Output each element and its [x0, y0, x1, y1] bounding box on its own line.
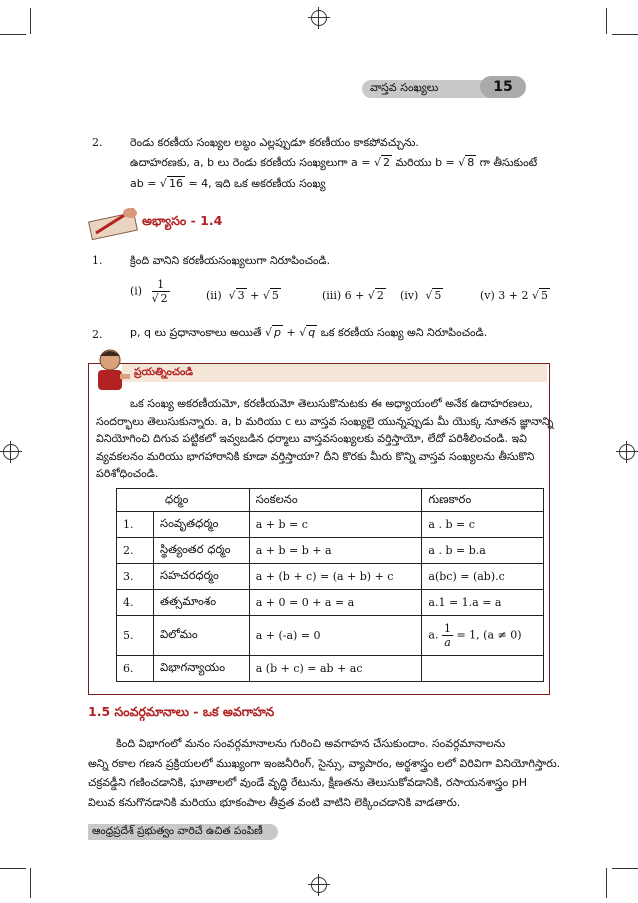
multiplication-cell	[422, 616, 544, 656]
fraction-numerator: 1	[152, 278, 170, 292]
sqrt-value: 2	[382, 156, 390, 169]
property-name: తత్సమాంశం	[154, 590, 250, 616]
paragraph-line: ఒక సంఖ్య అకరణీయమో, కరణీయమో తెలుసుకొనుటకు ఈ అధ్యాయంలో అనేక ఉదాహరణలు,	[130, 397, 533, 410]
think-paragraph	[96, 395, 554, 483]
section-number: 1.5	[88, 704, 111, 719]
sqrt-value: 5	[271, 289, 279, 302]
think-box-label: ప్రయత్నించండి	[134, 366, 194, 378]
sqrt-value: 5	[541, 289, 549, 302]
paragraph-line: కింది విభాగంలో మనం సంవర్గమానాలను గురించి అవగాహన చేసుకుందాం. సంవర్గమానాలను	[116, 737, 506, 750]
sqrt-value: 2	[160, 292, 168, 305]
q1-part-ii: (ii) √ 3 + √ 5	[206, 289, 279, 302]
properties-table	[116, 488, 544, 682]
row-number: 4.	[117, 590, 154, 616]
q1-part-i	[130, 278, 170, 305]
question-number: 1.	[92, 254, 103, 267]
header-title: వాస్తవ సంఖ్యలు	[370, 81, 439, 94]
sqrt-value: p	[274, 326, 282, 339]
sqrt-value: 3	[237, 289, 245, 302]
addition-cell: a + b = c	[249, 512, 422, 538]
property-name: స్థిత్యంతర ధర్మం	[154, 538, 250, 564]
paragraph-line: పరిశోధించండి.	[96, 467, 159, 480]
property-name: విభాగన్యాయం	[154, 656, 250, 682]
part-label: (ii)	[206, 289, 222, 302]
section-title: సంవర్గమానాలు - ఒక అవగాహన	[114, 704, 275, 719]
table-row	[117, 538, 544, 564]
question-text: క్రింది వానిని కరణీయసంఖ్యలుగా నిరూపించండి.	[130, 254, 331, 267]
pencil-hand-icon	[86, 203, 142, 243]
paragraph-line: వ్యవకలనం మరియు భాగహారానికి కూడా వర్తిస్తాయా? దీని కొరకు మీరు కొన్ని వాస్తవ సంఖ్యలను తీసుకొని	[96, 449, 535, 463]
multiplication-cell: a . b = b.a	[422, 538, 544, 564]
fraction-denominator: √ 2	[151, 292, 168, 305]
sqrt-value: 5	[434, 289, 442, 302]
column-header: సంకలనం	[249, 489, 422, 512]
row-number: 3.	[117, 564, 154, 590]
paragraph-line: సందర్భాలు తెలుసుకున్నారు. a, b మరియు c లు వాస్తవ సంఖ్యలై యున్నప్పుడు మీ యొక్క నూతన జ్ఞానాన్ని	[96, 414, 554, 428]
text-span: = 1, (a ≠ 0)	[456, 628, 522, 642]
operator: +	[250, 289, 260, 302]
multiplication-cell: a.1 = 1.a = a	[422, 590, 544, 616]
fraction-denominator: a	[444, 636, 451, 649]
property-name: సహచరధర్మం	[154, 564, 250, 590]
multiplication-cell: a(bc) = (ab).c	[422, 564, 544, 590]
crop-mark	[606, 868, 607, 898]
addition-cell: a + (b + c) = (a + b) + c	[249, 564, 422, 590]
column-header: ధర్మం	[117, 489, 250, 512]
paragraph-line: చక్రవడ్డీని గణించడానికి, ఘాతాలలో వుండే వృద్ధి రేటును, క్షీణతను తెలుసుకోవడానికి, రసాయనశాస్త్రం pH	[88, 776, 527, 789]
text-span: a.	[428, 628, 439, 642]
page-number: 15	[480, 76, 526, 98]
fraction	[442, 622, 453, 649]
text-span: p, q లు ప్రధానాంకాలు అయితే	[130, 326, 262, 339]
q1-part-v: (v) 3 + 2 √ 5	[480, 289, 549, 302]
table-header-row	[117, 489, 544, 512]
addition-cell: a + (-a) = 0	[249, 616, 422, 656]
sqrt-value: 8	[467, 156, 475, 169]
q1-part-iii: (iii) 6 + √ 2	[322, 289, 384, 302]
item-text: రెండు కరణీయ సంఖ్యల లబ్ధం ఎల్లప్పుడూ కరణీయం కాకపోవచ్చును.	[130, 136, 419, 149]
item-text: ఉదాహరణకు, a, b లు రెండు కరణీయ సంఖ్యలుగా a = √ 2 మరియు b = √ 8 గా తీసుకుంటే	[130, 156, 538, 169]
property-name: విలోమం	[154, 616, 250, 656]
table-row	[117, 616, 544, 656]
section-paragraph	[88, 734, 561, 812]
registration-mark-icon	[311, 877, 327, 893]
table-row	[117, 656, 544, 682]
fraction	[152, 278, 170, 305]
crop-mark	[606, 8, 607, 34]
crop-mark	[612, 868, 638, 869]
addition-cell: a + 0 = 0 + a = a	[249, 590, 422, 616]
addition-cell: a + b = b + a	[249, 538, 422, 564]
multiplication-cell: a . b = c	[422, 512, 544, 538]
part-label: (iv)	[400, 289, 419, 302]
sqrt-value: 16	[168, 177, 183, 190]
row-number: 5.	[117, 616, 154, 656]
part-label: (iii) 6 +	[322, 289, 365, 302]
exercise-title: అభ్యాసం - 1.4	[142, 213, 223, 228]
item-number: 2.	[92, 136, 103, 149]
crop-mark	[30, 868, 31, 898]
table-row	[117, 512, 544, 538]
item-text: ab = √ 16 = 4, ఇది ఒక అకరణీయ సంఖ్య	[130, 177, 326, 190]
registration-mark-icon	[3, 444, 19, 460]
row-number: 6.	[117, 656, 154, 682]
sqrt-value: 2	[376, 289, 384, 302]
operator: +	[286, 326, 296, 339]
row-number: 2.	[117, 538, 154, 564]
paragraph-line: అన్ని రకాల గణన ప్రక్రియలలో ముఖ్యంగా ఇంజనీరింగ్, సైన్సు, వ్యాపారం, అర్థశాస్త్రం లలో విరివిగా వినియోగిస్తారు.	[88, 756, 561, 770]
footer-text: ఆంధ్రప్రదేశ్ ప్రభుత్వం వారిచే ఉచిత పంపిణీ	[92, 825, 263, 837]
section-heading	[88, 704, 274, 723]
text-span: ab =	[130, 177, 157, 190]
crop-mark	[0, 34, 26, 35]
multiplication-cell	[422, 656, 544, 682]
addition-cell: a (b + c) = ab + ac	[249, 656, 422, 682]
crop-mark	[30, 8, 31, 34]
thinking-boy-icon	[90, 346, 132, 394]
paragraph-line: వినియోగించి దిగువ పట్టికలో ఇవ్వబడిన ధర్మాలు వాస్తవసంఖ్యలకు వర్తిస్తాయో, లేదో పరిశీలించండి. ఇవి	[96, 432, 527, 445]
paragraph-line: విలువ కనుగొనడానికి మరియు భూకంపాల తీవ్రత వంటి వాటిని లెక్కించడానికి వాడతారు.	[88, 795, 461, 809]
question-text: p, q లు ప్రధానాంకాలు అయితే √ p + √ q ఒక కరణీయ సంఖ్య అని నిరూపించండి.	[130, 326, 488, 339]
question-number: 2.	[92, 328, 103, 341]
crop-mark	[0, 868, 26, 869]
sqrt-value: q	[308, 326, 316, 339]
fraction-numerator: 1	[443, 622, 451, 635]
q1-part-iv: (iv) √ 5	[400, 289, 442, 302]
text-span: గా తీసుకుంటే	[479, 156, 538, 169]
row-number: 1.	[117, 512, 154, 538]
part-label: (i)	[130, 284, 143, 298]
registration-mark-icon	[311, 10, 327, 26]
property-name: సంవృతధర్మం	[154, 512, 250, 538]
registration-mark-icon	[619, 444, 635, 460]
table-row	[117, 590, 544, 616]
text-span: మరియు b =	[395, 156, 455, 169]
text-span: ఒక కరణీయ సంఖ్య అని నిరూపించండి.	[320, 326, 488, 339]
column-header: గుణకారం	[422, 489, 544, 512]
crop-mark	[612, 34, 638, 35]
text-span: = 4, ఇది ఒక అకరణీయ సంఖ్య	[188, 177, 326, 190]
part-label: (v) 3 + 2	[480, 289, 529, 302]
table-row	[117, 564, 544, 590]
text-span: ఉదాహరణకు, a, b లు రెండు కరణీయ సంఖ్యలుగా a =	[130, 156, 371, 169]
